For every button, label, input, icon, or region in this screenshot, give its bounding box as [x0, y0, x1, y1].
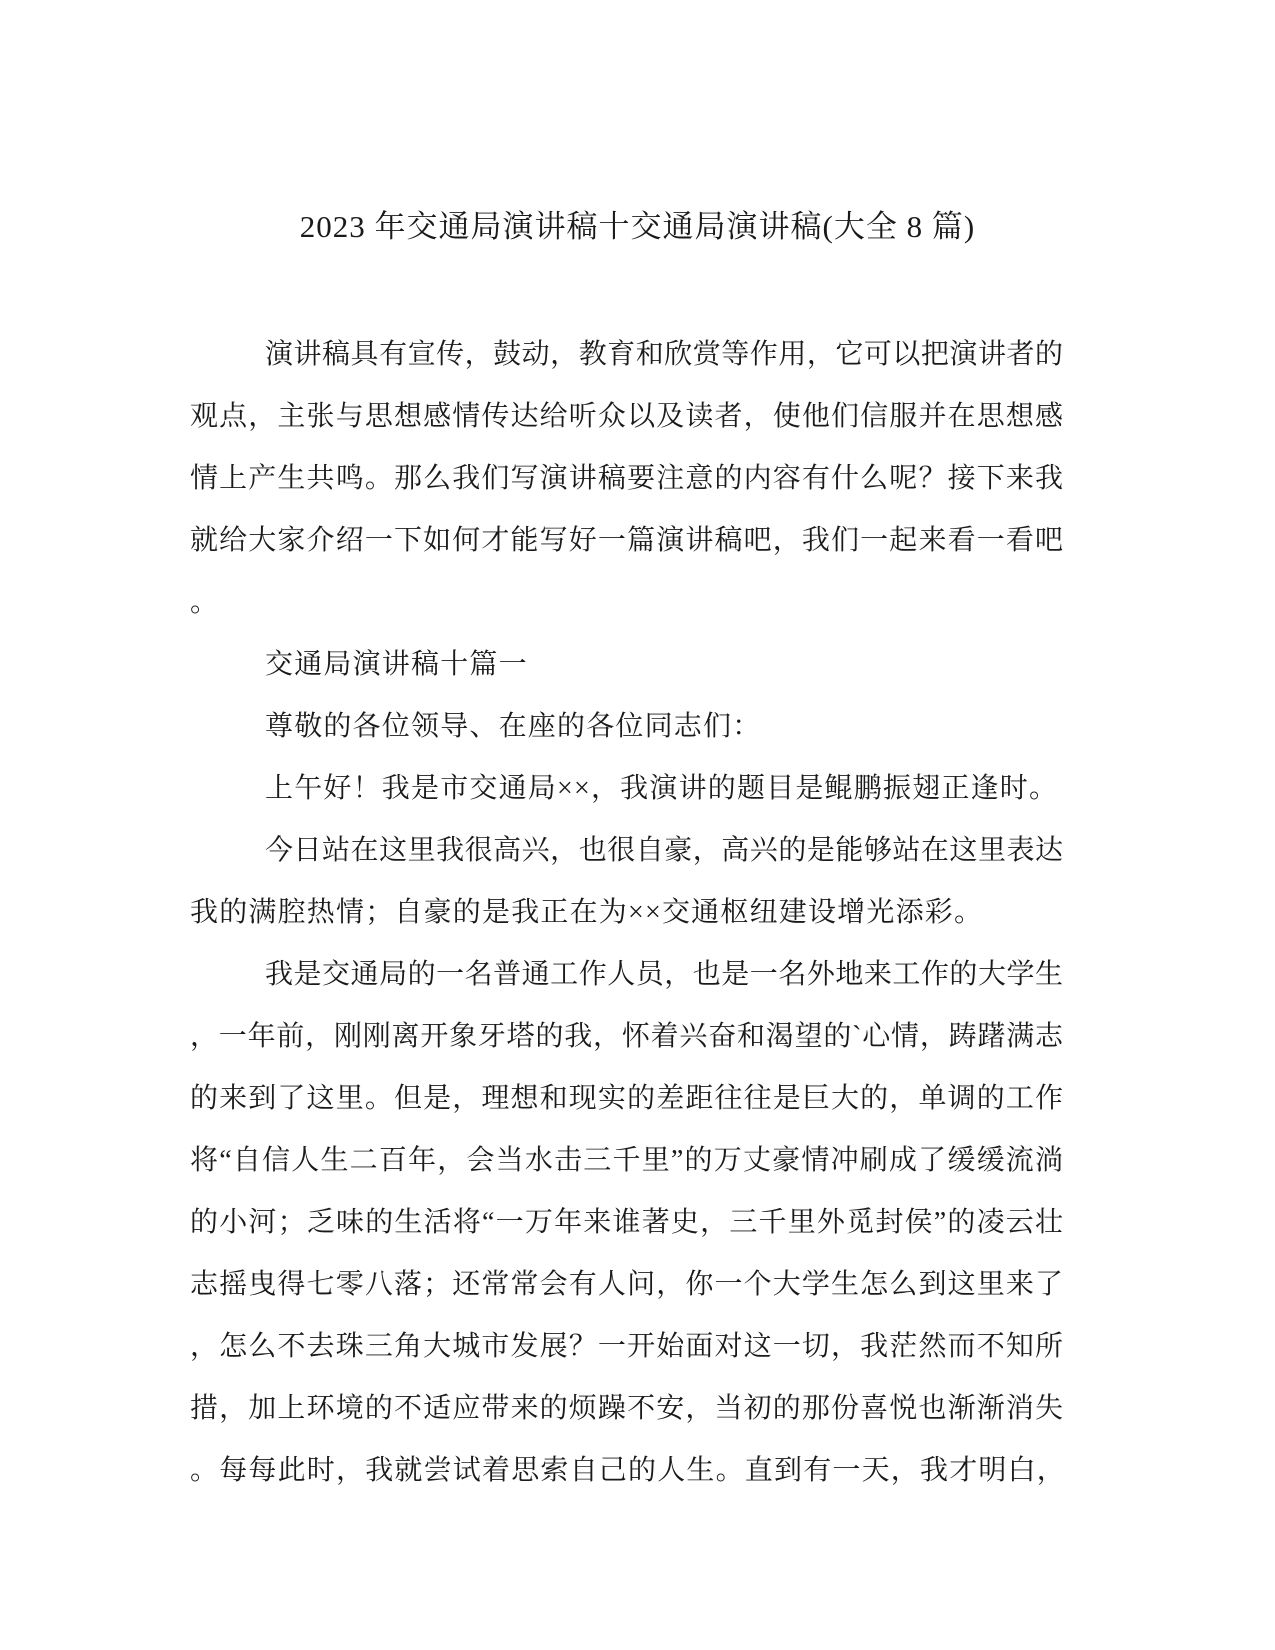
text-line: 。: [190, 587, 220, 618]
text-line: ，怎么不去珠三角大城市发展？一开始面对这一切，我茫然而不知所: [190, 1331, 1063, 1362]
text-line: 我是交通局的一名普通工作人员，也是一名外地来工作的大学生: [265, 959, 1063, 990]
text-line: 观点，主张与思想感情传达给听众以及读者，使他们信服并在思想感: [190, 401, 1063, 432]
text-line: 情上产生共鸣。那么我们写演讲稿要注意的内容有什么呢？接下来我: [190, 463, 1063, 494]
text-line: 交通局演讲稿十篇一: [265, 649, 528, 680]
text-line: 演讲稿具有宣传，鼓动，教育和欣赏等作用，它可以把演讲者的: [265, 339, 1063, 370]
text-line: 尊敬的各位领导、在座的各位同志们：: [265, 711, 762, 742]
text-line: 志摇曳得七零八落；还常常会有人问，你一个大学生怎么到这里来了: [190, 1269, 1063, 1300]
text-line: 我的满腔热情；自豪的是我正在为××交通枢纽建设增光添彩。: [190, 897, 984, 928]
text-line: 的来到了这里。但是，理想和现实的差距往往是巨大的，单调的工作: [190, 1083, 1063, 1114]
text-line: 今日站在这里我很高兴，也很自豪，高兴的是能够站在这里表达: [265, 835, 1063, 866]
text-line: 将“自信人生二百年，会当水击三千里”的万丈豪情冲刷成了缓缓流淌: [190, 1145, 1063, 1176]
text-line: 措，加上环境的不适应带来的烦躁不安，当初的那份喜悦也渐渐消失: [190, 1393, 1063, 1424]
text-line: 上午好！我是市交通局××，我演讲的题目是鲲鹏振翅正逢时。: [265, 773, 1059, 804]
text-line: ，一年前，刚刚离开象牙塔的我，怀着兴奋和渴望的`心情，踌躇满志: [190, 1021, 1063, 1052]
text-line: 。每每此时，我就尝试着思索自己的人生。直到有一天，我才明白，: [190, 1455, 1067, 1486]
text-line: 就给大家介绍一下如何才能写好一篇演讲稿吧，我们一起来看一看吧: [190, 525, 1063, 556]
text-line: 的小河；乏味的生活将“一万年来谁著史，三千里外觅封侯”的凌云壮: [190, 1207, 1063, 1238]
document-body: [190, 324, 1067, 1502]
document-title: 2023 年交通局演讲稿十交通局演讲稿(大全 8 篇): [299, 209, 976, 244]
